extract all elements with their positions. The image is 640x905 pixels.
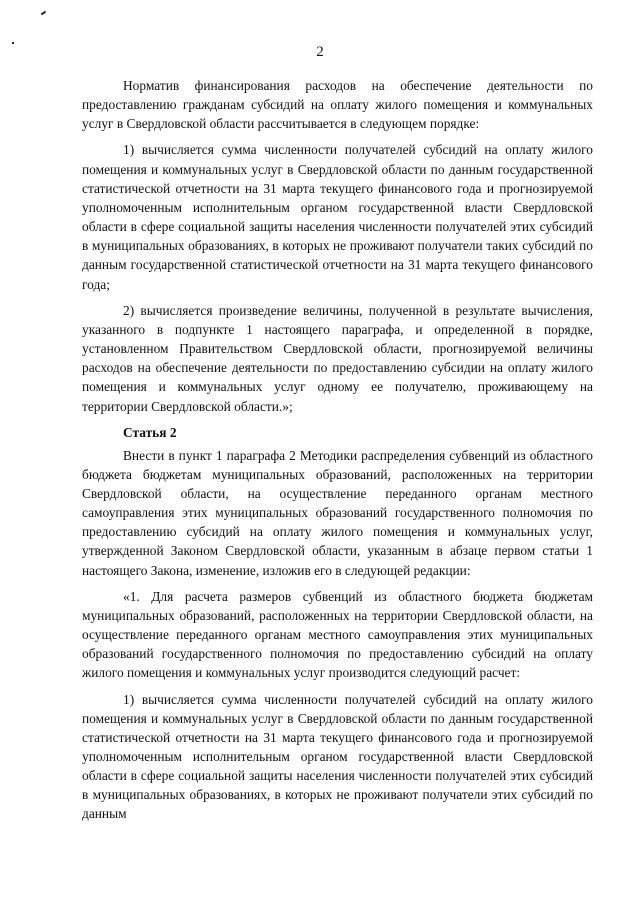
article-heading: Статья 2	[123, 424, 177, 440]
scan-speck	[41, 11, 46, 16]
page-number: 2	[316, 44, 324, 60]
paragraph-quoted-item-1: 1) вычисляется сумма численности получателей субсидий на оплату жилого помещения и коммунальных услуг в Свердловской области по данным государственной статистической отчетности на 31 марта текущего финансового года и прогнозируемой уполномоченным исполнительным органом государственной власти Свердловской области в сфере социальной защиты населения численности получателей этих субсидий в муниципальных образованиях, в которых не проживают получатели этих субсидий по данным	[82, 691, 593, 822]
paragraph-article-2: Внести в пункт 1 параграфа 2 Методики распределения субвенций из областного бюджета бюджетам муниципальных образований, расположенных на территории Свердловской области, на осуществление переданного органам местного самоуправления этих муниципальных образований государственного полномочия по предоставлению субсидий на оплату жилого помещения и коммунальных услуг, утвержденной Законом Свердловской области, указанным в абзаце первом статьи 1 настоящего Закона, изменение, изложив его в следующей редакции:	[82, 447, 593, 578]
paragraph-quoted-point-1: «1. Для расчета размеров субвенций из областного бюджета бюджетам муниципальных образований, расположенных на территории Свердловской области, на осуществление переданного органам местного самоуправления этих муниципальных образований государственного полномочия по предоставлению субсидий на оплату жилого помещения и коммунальных услуг производится следующий расчет:	[82, 588, 593, 681]
document-body	[82, 76, 593, 831]
paragraph-item-1: 1) вычисляется сумма численности получателей субсидий на оплату жилого помещения и коммунальных услуг в Свердловской области по данным государственной статистической отчетности на 31 марта текущего финансового года и прогнозируемой уполномоченным исполнительным органом государственной власти Свердловской области в сфере социальной защиты населения численности получателей этих субсидий в муниципальных образованиях, в которых не проживают получатели таких субсидий по данным государственной статистической отчетности на 31 марта текущего финансового года;	[82, 142, 593, 292]
paragraph-item-2: 2) вычисляется произведение величины, полученной в результате вычисления, указанного в подпункте 1 настоящего параграфа, и определенной в порядке, установленном Правительством Свердловской области, прогнозируемой величины расходов на обеспечение деятельности по предоставлению субсидии на оплату жилого помещения и коммунальных услуг одному ее получателю, проживающему на территории Свердловской области.»;	[82, 302, 593, 414]
paragraph-intro: Норматив финансирования расходов на обеспечение деятельности по предоставлению гражданам субсидий на оплату жилого помещения и коммунальных услуг в Свердловской области рассчитывается в следующем порядке:	[82, 78, 593, 132]
